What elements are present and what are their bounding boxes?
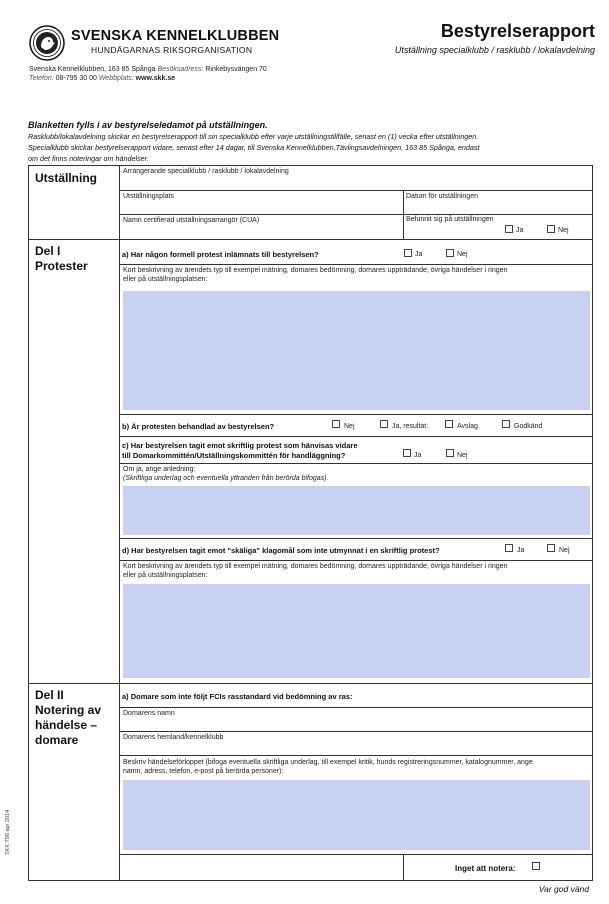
- del2-title-line1: Del II: [35, 688, 64, 702]
- describe-textarea[interactable]: [123, 780, 590, 850]
- arranger-field[interactable]: [120, 176, 592, 190]
- qb-approve-checkbox[interactable]: [502, 420, 510, 428]
- qa-yes-label: Ja: [415, 251, 423, 258]
- turn-page-note: Var god vänd: [538, 884, 589, 894]
- row-line: [119, 755, 593, 756]
- qa-no-label: Nej: [457, 251, 468, 258]
- arranger-label: Arrangerande specialklubb / rasklubb / lokalavdelning: [123, 168, 289, 175]
- qb-approve-label: Godkänd: [514, 423, 543, 430]
- place-label: Utställningsplats: [123, 193, 174, 200]
- row-line: [119, 190, 593, 191]
- del1-title-line2: Protester: [35, 259, 88, 273]
- del2-title-line4: domare: [35, 733, 79, 747]
- form-subtitle: Utställning specialklubb / rasklubb / lokalavdelning: [394, 45, 595, 55]
- section-title-utstallning: Utställning: [35, 171, 97, 185]
- qc-no-label: Nej: [457, 452, 468, 459]
- qd-yes-checkbox[interactable]: [505, 544, 513, 552]
- row-line: [119, 214, 593, 215]
- organizer-label: Namn certifierad utställningsarrangör (CUA): [123, 217, 260, 224]
- qb-yes-label: Ja, resultat:: [392, 423, 429, 430]
- present-yes-label: Ja: [516, 227, 524, 234]
- row-line: [119, 854, 593, 855]
- nothing-to-note-checkbox[interactable]: [532, 862, 540, 870]
- row-line: [119, 463, 593, 464]
- qb-reject-label: Avslag: [457, 423, 478, 430]
- row-line: [119, 538, 593, 539]
- desc1-textarea[interactable]: [123, 291, 590, 410]
- describe-line1: Beskriv händelseförloppet (bifoga eventuella skriftliga underlag, till exempel kritik, hunds registreringsnummer, katalognummer, ange: [123, 759, 533, 766]
- section-divider: [28, 239, 593, 240]
- del1-question-c-line1: c) Har bestyrelsen tagit emot skriftlig protest som hänvisas vidare: [122, 441, 358, 450]
- present-no-checkbox[interactable]: [547, 225, 555, 233]
- judge-name-field[interactable]: [120, 718, 592, 730]
- qb-yes-checkbox[interactable]: [380, 420, 388, 428]
- desc2-line2: eller på utställningsplatsen:: [123, 572, 208, 579]
- desc1-line1: Kort beskrivning av ärendets typ till exempel mätning, domares bedömning, domares uppträdande, övriga händelser i ringen: [123, 267, 508, 274]
- desc2-line1: Kort beskrivning av ärendets typ till exempel mätning, domares bedömning, domares uppträdande, övriga händelser i ringen: [123, 563, 508, 570]
- reason-textarea[interactable]: [123, 486, 590, 535]
- dog-emblem-icon: [29, 25, 65, 61]
- intro-line-2: Specialklubb skickar bestyrelserapport vidare, senast efter 14 dagar, till Svenska Kennelklubben,Tävlingsavdelningen, 163 85 Spånga, endast: [28, 143, 480, 152]
- col-line: [403, 854, 404, 881]
- organizer-field[interactable]: [120, 225, 402, 238]
- date-field[interactable]: [404, 201, 592, 214]
- qa-no-checkbox[interactable]: [446, 249, 454, 257]
- qd-no-checkbox[interactable]: [547, 544, 555, 552]
- section-title-del2: [35, 688, 101, 748]
- desc1-line2: eller på utställningsplatsen:: [123, 276, 208, 283]
- del1-title-line1: Del I: [35, 244, 61, 258]
- section-divider: [28, 683, 593, 684]
- row-line: [119, 436, 593, 437]
- desc2-textarea[interactable]: [123, 584, 590, 678]
- web-label: Webbplats:: [98, 75, 134, 82]
- visit-label: Besöksadress:: [157, 66, 204, 73]
- row-line: [119, 560, 593, 561]
- qa-yes-checkbox[interactable]: [404, 249, 412, 257]
- describe-line2: namn, adress, telefon, e-post på berörda personer):: [123, 768, 284, 775]
- nothing-to-note-label: Inget att notera:: [455, 864, 516, 873]
- present-yes-checkbox[interactable]: [505, 225, 513, 233]
- intro-line-1: Rasklubb/lokalavdelning skickar en bestyrelserapport till sin specialklubb efter varje utställningstillfälle, senast en (1) vecka efter utställningen.: [28, 132, 479, 141]
- org-name: SVENSKA KENNELKLUBBEN: [71, 28, 280, 44]
- del1-question-a: a) Har någon formell protest inlämnats till bestyrelsen?: [122, 250, 319, 259]
- web-link[interactable]: www.skk.se: [135, 75, 176, 82]
- qd-yes-label: Ja: [517, 547, 525, 554]
- postal-address: Svenska Kennelklubben, 163 85 Spånga: [29, 66, 156, 73]
- visit-address: Rinkebysvängen 70: [205, 66, 267, 73]
- qb-no-checkbox[interactable]: [332, 420, 340, 428]
- org-tagline: HUNDÄGARNAS RIKSORGANISATION: [91, 45, 253, 55]
- del2-title-line2: Notering av: [35, 703, 102, 717]
- place-field[interactable]: [120, 201, 402, 214]
- judge-home-field[interactable]: [120, 742, 592, 754]
- row-line: [119, 707, 593, 708]
- present-no-label: Nej: [558, 227, 569, 234]
- row-line: [119, 414, 593, 415]
- del2-title-line3: händelse –: [35, 718, 98, 732]
- qb-reject-checkbox[interactable]: [445, 420, 453, 428]
- row-line: [119, 731, 593, 732]
- present-label: Befunnit sig på utställningen: [406, 216, 494, 223]
- qc-yes-label: Ja: [414, 452, 422, 459]
- del1-question-b: b) Är protesten behandlad av bestyrelsen?: [122, 422, 275, 431]
- intro-line-3: om det finns noteringar om händelser.: [28, 154, 149, 163]
- left-column-divider: [119, 165, 120, 881]
- phone-number: 08-795 30 00: [55, 75, 97, 82]
- judge-home-label: Domarens hemland/kennelklubb: [123, 734, 224, 741]
- intro-heading: Blanketten fylls i av bestyrelseledamot på utställningen.: [28, 120, 268, 130]
- form-title: Bestyrelserapport: [440, 21, 595, 41]
- contact-line: [29, 75, 175, 82]
- del1-question-d: d) Har bestyrelsen tagit emot "skäliga" klagomål som inte utmynnat i en skriftlig protest?: [122, 546, 440, 555]
- judge-name-label: Domarens namn: [123, 710, 175, 717]
- reason-line1: Om ja, ange anledning:: [123, 466, 196, 473]
- del1-question-c-line2: till Domarkommittén/Utställningskommittén för handläggning?: [122, 451, 346, 460]
- reason-line2: (Skriftliga underlag och eventuella yttranden från berörda bifogas).: [123, 475, 329, 482]
- qb-no-label: Nej: [344, 423, 355, 430]
- section-title-del1: [35, 244, 88, 274]
- form-code: SKK T98 apr 2014: [5, 809, 11, 855]
- qd-no-label: Nej: [559, 547, 570, 554]
- date-label: Datum för utställningen: [406, 193, 478, 200]
- del2-question-a: a) Domare som inte följt FCIs rasstandard vid bedömning av ras:: [122, 692, 353, 701]
- phone-label: Telefon:: [29, 75, 54, 82]
- skk-logo: [29, 25, 65, 61]
- row-line: [119, 264, 593, 265]
- address-line: [29, 66, 267, 73]
- qc-yes-checkbox[interactable]: [403, 449, 411, 457]
- qc-no-checkbox[interactable]: [446, 449, 454, 457]
